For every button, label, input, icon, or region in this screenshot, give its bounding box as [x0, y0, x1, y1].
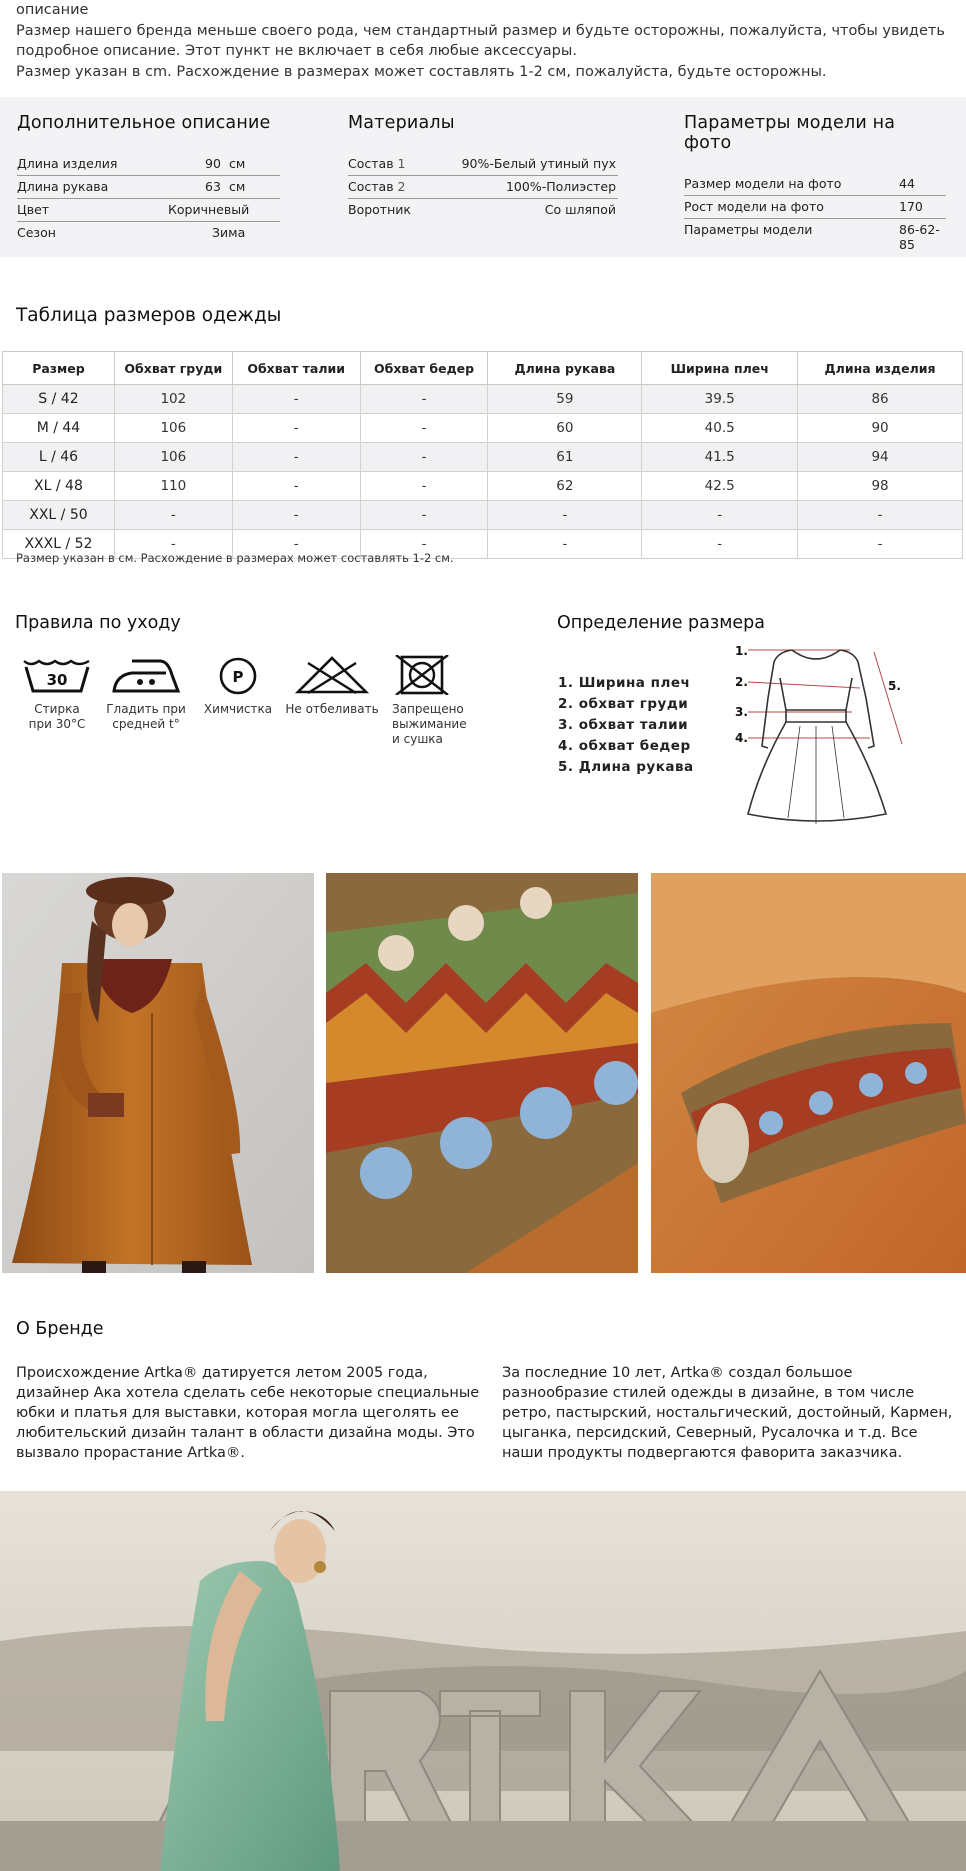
column-header: Обхват бедер — [360, 352, 488, 385]
care-label: средней t° — [112, 717, 180, 731]
spec-value: 170 — [899, 199, 923, 214]
marker-label: 4. — [735, 731, 748, 745]
size-cell: XXL / 50 — [3, 501, 115, 530]
table-row — [3, 385, 963, 414]
spec-value: 90 — [205, 156, 221, 171]
iron-medium-icon — [110, 655, 182, 695]
additional-description — [17, 113, 280, 244]
care-label: Химчистка — [203, 702, 273, 716]
table-cell: 110 — [114, 472, 232, 501]
svg-text:30: 30 — [46, 671, 68, 689]
care-label: Запрещено — [392, 702, 464, 716]
table-row — [3, 443, 963, 472]
spec-row — [684, 173, 946, 196]
table-cell: 39.5 — [642, 385, 798, 414]
spec-key: Сезон — [17, 225, 56, 240]
notice-line: Размер указан в cm. Расхождение в размерах может составлять 1-2 см, пожалуйста, будьте осторожны. — [16, 63, 827, 80]
table-cell: - — [114, 501, 232, 530]
table-cell: 86 — [798, 385, 963, 414]
table-row — [3, 414, 963, 443]
brand-banner-image — [0, 1491, 966, 1871]
spec-row — [348, 153, 618, 176]
spec-value: 86-62-85 — [899, 222, 940, 252]
table-cell: - — [232, 501, 360, 530]
table-row — [3, 501, 963, 530]
spec-row — [17, 153, 280, 176]
table-cell: - — [642, 501, 798, 530]
spec-unit: см — [229, 156, 246, 171]
size-notice — [16, 0, 956, 82]
care-label: при 30°C — [28, 717, 86, 731]
no-bleach-icon — [294, 655, 370, 695]
spec-value: 44 — [899, 176, 915, 191]
table-cell: - — [360, 414, 488, 443]
list-item: 3. обхват талии — [558, 717, 689, 733]
size-cell: M / 44 — [3, 414, 115, 443]
table-cell: - — [798, 530, 963, 559]
care-item — [102, 655, 190, 732]
table-cell: - — [232, 443, 360, 472]
table-cell: 90 — [798, 414, 963, 443]
model-parameters — [684, 113, 946, 252]
product-specs — [0, 97, 966, 257]
size-table-note: Размер указан в см. Расхождение в размерах может составлять 1-2 см. — [16, 551, 454, 565]
care-label: и сушка — [392, 732, 443, 746]
table-cell: - — [360, 385, 488, 414]
marker-label: 1. — [735, 644, 748, 658]
table-cell: - — [232, 530, 360, 559]
dress-diagram — [730, 638, 910, 846]
marker-label: 2. — [735, 675, 748, 689]
marker-label: 3. — [735, 705, 748, 719]
table-cell: 102 — [114, 385, 232, 414]
care-label: Стирка — [34, 702, 80, 716]
section-title: Дополнительное описание — [17, 113, 271, 133]
section-title: Параметры модели на фото — [684, 113, 896, 153]
product-photo-model — [2, 873, 314, 1273]
spec-row — [348, 176, 618, 199]
brand-history: Происхождение Artka® датируется летом 2005 года, дизайнер Ака хотела сделать себе некоторые специальные юбки и платья для выставки, которая могла щеголять ее любительский дизайн талант в области дизайна моды. Это вызвало прорастание Artka®. — [16, 1365, 480, 1461]
dry-clean-icon — [202, 655, 274, 695]
spec-row — [17, 176, 280, 199]
size-table-title: Таблица размеров одежды — [16, 305, 282, 326]
spec-row — [17, 199, 280, 222]
product-photo-cuff-detail — [651, 873, 966, 1273]
spec-row — [684, 196, 946, 219]
care-item — [14, 655, 100, 732]
care-label: Гладить при — [106, 702, 186, 716]
brand-styles: За последние 10 лет, Artka® создал большое разнообразие стилей одежды в дизайне, в том числе ретро, пастырский, ностальгический, достойный, Кармен, цыганка, персидский, Северный, Русалочка и т.д. Все наши продукты подвергаются фаворита заказчика. — [502, 1365, 953, 1461]
svg-text:P: P — [232, 668, 244, 686]
spec-value: Со шляпой — [544, 202, 616, 217]
care-title: Правила по уходу — [15, 613, 181, 633]
table-cell: - — [488, 530, 642, 559]
brand-title: О Бренде — [16, 1319, 104, 1339]
list-item: 1. Ширина плеч — [558, 675, 691, 691]
column-header: Ширина плеч — [642, 352, 798, 385]
product-photo-knit-detail — [326, 873, 638, 1273]
list-item: 2. обхват груди — [558, 696, 689, 712]
table-header-row — [3, 352, 963, 385]
notice-line: Размер нашего бренда меньше своего рода, чем стандартный размер и будьте осторожны, пожалуйста, чтобы увидеть подробное описание. Этот пункт не включает в себя любые аксессуары. — [16, 22, 945, 59]
column-header: Обхват талии — [232, 352, 360, 385]
spec-key: Длина изделия — [17, 156, 118, 171]
size-cell: XL / 48 — [3, 472, 115, 501]
no-tumble-dry-icon — [392, 655, 452, 695]
spec-value: Коричневый — [168, 202, 250, 217]
table-cell: 106 — [114, 414, 232, 443]
column-header: Размер — [3, 352, 115, 385]
table-cell: - — [488, 501, 642, 530]
measurement-list — [558, 673, 694, 778]
section-title: Материалы — [348, 113, 455, 133]
care-item — [200, 655, 276, 717]
spec-value: 90%-Белый утиный пух — [461, 156, 616, 171]
spec-value: 63 — [205, 179, 221, 194]
spec-key: Состав 2 — [348, 179, 406, 194]
care-label: выжимание — [392, 717, 467, 731]
column-header: Длина рукава — [488, 352, 642, 385]
column-header: Обхват груди — [114, 352, 232, 385]
care-label: Не отбеливать — [285, 702, 379, 716]
table-cell: 61 — [488, 443, 642, 472]
size-cell: S / 42 — [3, 385, 115, 414]
wash-30-icon — [21, 655, 93, 695]
table-cell: 106 — [114, 443, 232, 472]
spec-value: 100%-Полиэстер — [505, 179, 616, 194]
table-cell: 98 — [798, 472, 963, 501]
table-row — [3, 472, 963, 501]
table-cell: - — [360, 501, 488, 530]
size-definition-title: Определение размера — [557, 613, 765, 633]
list-item: 5. Длина рукава — [558, 759, 694, 775]
table-cell: 62 — [488, 472, 642, 501]
materials — [348, 113, 618, 221]
table-cell: - — [642, 530, 798, 559]
table-cell: - — [798, 501, 963, 530]
table-cell: 41.5 — [642, 443, 798, 472]
care-item — [386, 655, 474, 747]
spec-key: Параметры модели — [684, 222, 813, 237]
spec-unit: см — [229, 179, 246, 194]
table-cell: 42.5 — [642, 472, 798, 501]
table-cell: - — [232, 472, 360, 501]
notice-line: описание — [16, 2, 89, 18]
size-table — [2, 351, 963, 559]
spec-row — [348, 199, 618, 221]
table-cell: - — [232, 385, 360, 414]
table-cell: 94 — [798, 443, 963, 472]
table-cell: - — [360, 472, 488, 501]
spec-value: Зима — [212, 225, 246, 240]
table-cell: 59 — [488, 385, 642, 414]
table-cell: - — [114, 530, 232, 559]
column-header: Длина изделия — [798, 352, 963, 385]
spec-key: Воротник — [348, 202, 411, 217]
spec-key: Цвет — [17, 202, 50, 217]
marker-label: 5. — [888, 679, 901, 693]
care-item — [283, 655, 381, 717]
size-cell: XXXL / 52 — [3, 530, 115, 559]
table-cell: - — [232, 414, 360, 443]
list-item: 4. обхват бедер — [558, 738, 691, 754]
spec-key: Размер модели на фото — [684, 176, 842, 191]
table-cell: - — [360, 530, 488, 559]
size-cell: L / 46 — [3, 443, 115, 472]
spec-row — [684, 219, 946, 252]
table-cell: - — [360, 443, 488, 472]
spec-key: Рост модели на фото — [684, 199, 824, 214]
spec-key: Длина рукава — [17, 179, 109, 194]
table-cell: 40.5 — [642, 414, 798, 443]
spec-key: Состав 1 — [348, 156, 406, 171]
spec-row — [17, 222, 280, 244]
table-cell: 60 — [488, 414, 642, 443]
